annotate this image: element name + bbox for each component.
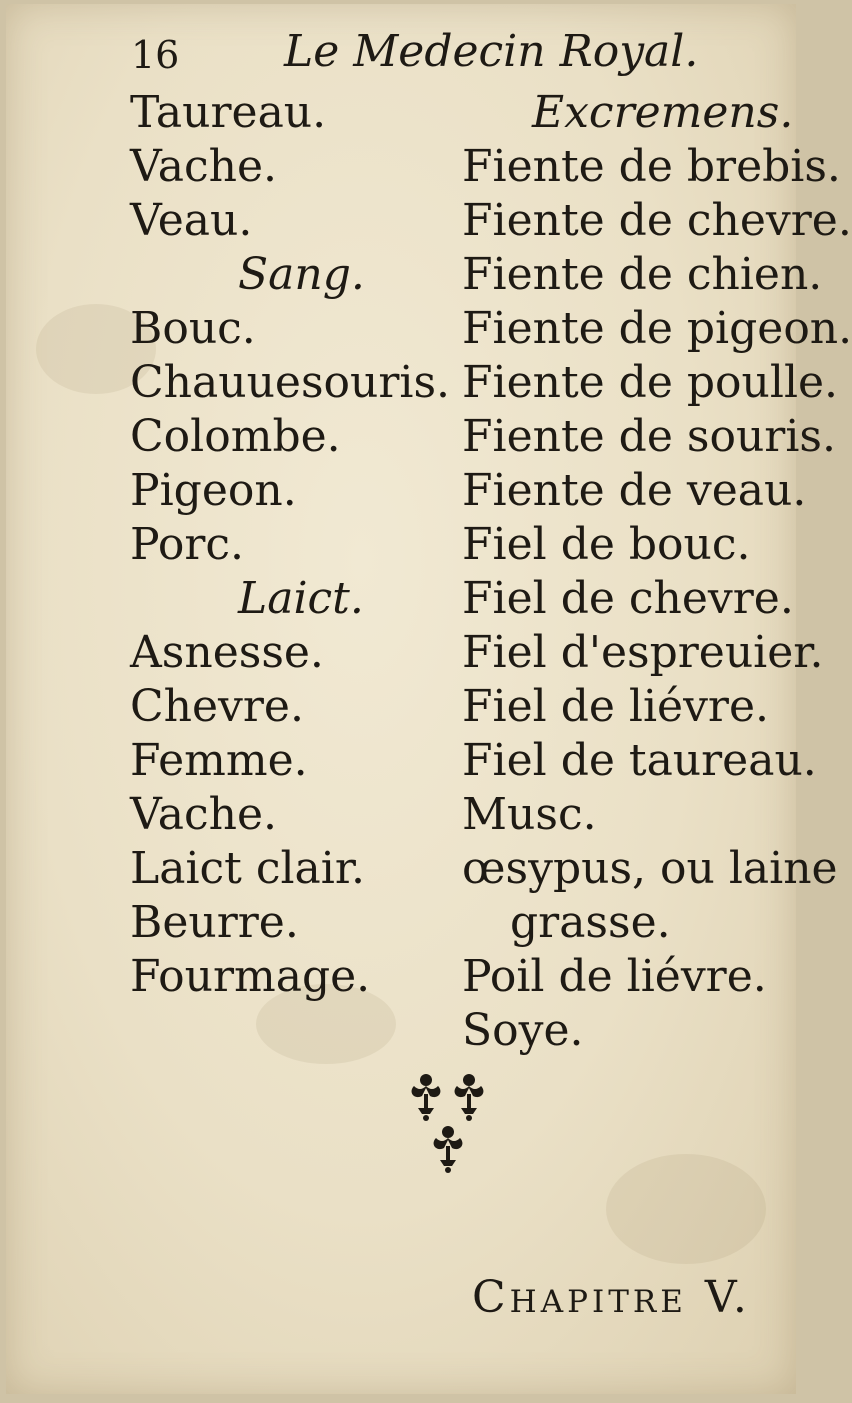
list-item: Musc. <box>462 789 597 840</box>
fleuron-icon <box>401 1064 501 1174</box>
list-item: Taureau. <box>130 87 327 138</box>
running-title: Le Medecin Royal. <box>284 26 699 77</box>
list-item: œsypus, ou laine <box>462 843 838 894</box>
section-heading: Excremens. <box>532 87 794 138</box>
book-page <box>6 4 852 1394</box>
list-item-continuation: grasse. <box>510 897 671 948</box>
left-column <box>130 86 450 1004</box>
list-item: Fiente de chien. <box>462 249 823 300</box>
list-item: Asnesse. <box>130 627 324 678</box>
list-item: Veau. <box>130 195 253 246</box>
list-item: Pigeon. <box>130 465 297 516</box>
list-item: Femme. <box>130 735 308 786</box>
list-item: Beurre. <box>130 897 299 948</box>
section-heading: Laict. <box>238 573 364 624</box>
list-item: Fourmage. <box>130 951 371 1002</box>
list-item: Poil de liévre. <box>462 951 767 1002</box>
list-item: Fiel de taureau. <box>462 735 817 786</box>
list-item: Laict clair. <box>130 843 366 894</box>
chapter-heading: Chapitre V. <box>472 1272 751 1323</box>
list-item: Chevre. <box>130 681 304 732</box>
section-heading: Sang. <box>238 249 365 300</box>
list-item: Soye. <box>462 1005 584 1056</box>
list-item: Chauuesouris. <box>130 357 451 408</box>
list-item: Vache. <box>130 141 277 192</box>
list-item: Fiel de chevre. <box>462 573 794 624</box>
list-item: Porc. <box>130 519 244 570</box>
list-item: Fiel de liévre. <box>462 681 769 732</box>
paper-stain <box>606 1154 766 1264</box>
list-item: Fiente de brebis. <box>462 141 841 192</box>
list-item: Bouc. <box>130 303 256 354</box>
list-item: Vache. <box>130 789 277 840</box>
list-item: Fiente de pigeon. <box>462 303 852 354</box>
list-item: Fiente de poulle. <box>462 357 839 408</box>
right-column <box>462 86 852 1058</box>
list-item: Fiel d'espreuier. <box>462 627 824 678</box>
list-item: Fiente de chevre. <box>462 195 852 246</box>
list-item: Fiel de bouc. <box>462 519 751 570</box>
list-item: Fiente de souris. <box>462 411 836 462</box>
list-item: Fiente de veau. <box>462 465 807 516</box>
list-item: Colombe. <box>130 411 341 462</box>
page-number: 16 <box>131 33 180 77</box>
